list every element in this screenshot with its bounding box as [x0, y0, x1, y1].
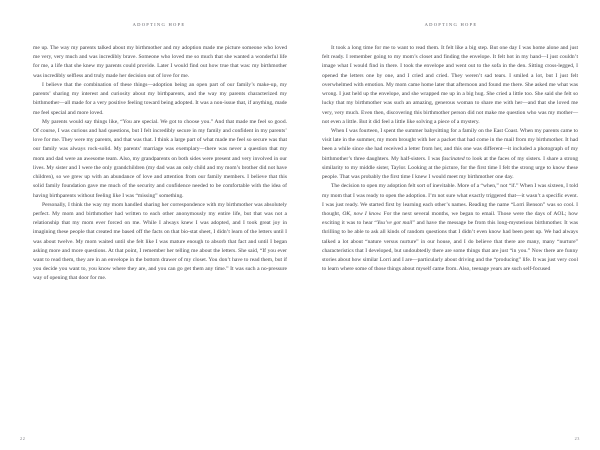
- paragraph: When I was fourteen, I spent the summer babysitting for a family on the East Coast. When my parents came to visit late in the summer, my mom brought with her a packet that had come in the mail from my birthmother. It had been a while since she had received a letter from her, and this one was different—it included a photograph of my birthmother’s three daughters. My half-sisters. I was fascinated to look at the faces of my sisters. I share a strong similarity to my middle sister, Taylor. Looking at the picture, for the first time I felt the strong urge to know these people. That was probably the first time I knew I would meet my birthmother one day.: [322, 127, 578, 181]
- page-number-left: 22: [20, 436, 26, 441]
- body-text-left: [33, 44, 287, 284]
- page-right: [300, 0, 600, 450]
- running-head-left: ADOPTING HOPE: [132, 22, 186, 27]
- paragraph: Personally, I think the way my mom handled sharing her correspondence with my birthmother was absolutely perfect. My mom and birthmother had written to each other anonymously my entire life, but that was not a relationship that my mom ever forced on me. While I always knew I was adopted, and I took great joy in imagining these people that created me based off the facts on that bio-stat sheet, I didn’t learn of the letters until I was about twelve. My mom waited until she felt like I was mature enough to absorb that fact and until I began asking more and more questions. At that point, I remember her telling me about the letters. She said, “If you ever want to read them, they are in an envelope in the bottom drawer of my closet. You don’t have to read them, but if you decide you want to, you know where they are, and you can go get them any time.” It was such a no-pressure way of opening that door for me.: [33, 201, 287, 282]
- paragraph: me up. The way my parents talked about my birthmother and my adoption made me picture someone who loved me very, very much and was incredibly brave. Someone who loved me so much that she wanted a wonderful life for me, a life that she knew my parents could provide. Later I would find out how true that was: my birthmother was incredibly selfless and truly made her decision out of love for me.: [33, 45, 287, 79]
- paragraph: I believe that the combination of these things—adoption being an open part of our family’s make-up, my parents’ sharing my interest and curiosity about my birthparents, and the way my parents characterized my birthmother—all made for a very positive feeling toward being adopted. It was a non-issue that, if anything, made me feel special and more loved.: [33, 81, 287, 116]
- paragraph: The decision to open my adoption felt sort of inevitable. More of a “when,” not “if.” When I was sixteen, I told my mom that I was ready to open the adoption. I’m not sure what exactly triggered that—it wasn’t a specific event. I was just ready. We started first by learning each other’s names. Reading the name “Lorri Benson” was so cool. I thought, OK, now I know. For the next several months, we began to email. Those were the days of AOL; how exciting it was to hear “You’ve got mail” and have the message be from this long-mysterious birthmother. It was thrilling to be able to ask all kinds of random questions that I didn’t even know had been pent up. We had always talked a lot about “nature versus nurture” in our house, and I do believe that there are many, many “nurture” characteristics that I developed, but undoubtedly there are some things that are just “in you.” Now there are funny stories about how similar Lorri and I are—particularly about driving and the “producing” life. It was just very cool to learn where some of those things about myself came from. Also, teenage years are such self-focused: [322, 183, 578, 273]
- body-text-right: [322, 44, 578, 274]
- emphasis-text: You’ve got mail: [376, 220, 413, 227]
- emphasis-text: OK, now I know.: [342, 210, 382, 217]
- paragraph: It took a long time for me to want to read them. It felt like a big step. But one day I was home alone and just felt ready. I remember going to my mom’s closet and finding the envelope. It felt hot in my hand—I just couldn’t image what I would find in there. I took the envelope and went out to the sofa in the den. Sitting cross-legged, I opened the letters one by one, and I cried and cried. They weren’t sad tears. I smiled a lot, but I just felt overwhelmed with emotion. My mom came home later that afternoon and found me there. She asked me what was wrong. I just held up the envelope, and she wrapped me up in a big hug. She cried a little too. She said she felt so lucky that my birthmother was such an amazing, generous woman to share me with her—and that she loved me very, very much. Even then, discovering this birthmother person did not make me question who was my mother—not even a little. But it did feel a little like solving a piece of a mystery.: [322, 45, 578, 125]
- page-number-right: 23: [574, 436, 580, 441]
- emphasis-text: fascinated: [441, 155, 465, 162]
- running-head-right: ADOPTING HOPE: [424, 22, 478, 27]
- paragraph: My parents would say things like, “You are special. We got to choose you.” And that made me feel so good. Of course, I was curious and had questions, but I felt incredibly secure in my family and confident in my parents’ love for me. They were my parents, and that was that. I think a large part of what made me feel so secure was that our family was always rock-solid. My parents’ marriage was exemplary—there was never a question that my mom and dad were an awesome team. Also, my grandparents on both sides were present and very involved in our lives. My sister and I were the only grandchildren (my dad was an only child and my mom’s brother did not have children), so we grew up with an abundance of love and attention from our family members. I believe that this solid family foundation gave me much of the security and confidence needed to be comfortable with the idea of having birthparents without feeling like I was “missing” something.: [33, 118, 287, 199]
